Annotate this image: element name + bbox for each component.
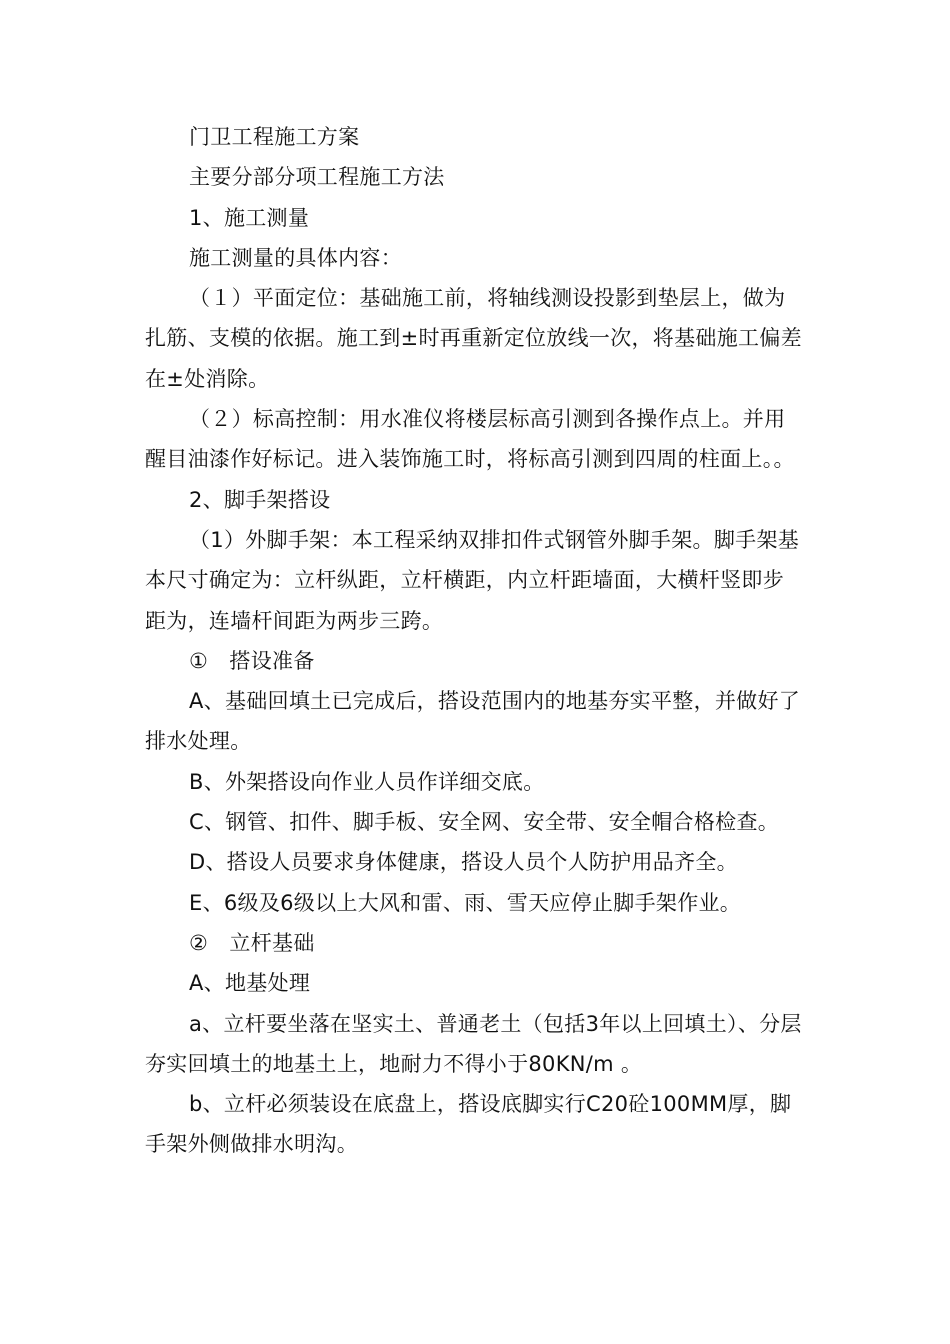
paragraph: 施工测量的具体内容： [189, 245, 402, 270]
subsection-heading: ② 立杆基础 [189, 930, 315, 955]
section-heading: 主要分部分项工程施工方法 [189, 165, 445, 190]
list-item: B、外架搭设向作业人员作详细交底。 [189, 769, 545, 794]
list-item: A、地基处理 [189, 971, 311, 996]
section-heading: 2、脚手架搭设 [189, 487, 331, 512]
list-item: b、立杆必须装设在底盘上，搭设底脚实行C20砼100MM厚，脚手架外侧做排水明沟。 [145, 1092, 792, 1157]
document-body [145, 117, 805, 1165]
list-item: C、钢管、扣件、脚手板、安全网、安全带、安全帽合格检查。 [189, 810, 780, 835]
subsection-heading: ① 搭设准备 [189, 648, 315, 673]
list-item: A、基础回填土已完成后，搭设范围内的地基夯实平整，并做好了排水处理。 [145, 689, 801, 754]
paragraph: （２）标高控制：用水准仪将楼层标高引测到各操作点上。并用醒目油漆作好标记。进入装饰施工时，将标高引测到四周的柱面上。。 [145, 407, 795, 472]
document-title: 门卫工程施工方案 [189, 125, 360, 149]
list-item: a、立杆要坐落在坚实土、普通老土（包括3年以上回填土）、分层夯实回填土的地基土上，地耐力不得小于80KN/m 。 [145, 1011, 802, 1076]
paragraph: （1）外脚手架：本工程采纳双排扣件式钢管外脚手架。脚手架基本尺寸确定为：立杆纵距，立杆横距，内立杆距墙面，大横杆竖即步距为，连墙杆间距为两步三跨。 [145, 527, 800, 633]
list-item: D、搭设人员要求身体健康，搭设人员个人防护用品齐全。 [189, 850, 738, 875]
list-item: E、6级及6级以上大风和雷、雨、雪天应停止脚手架作业。 [189, 890, 742, 915]
section-heading: 1、施工测量 [189, 205, 310, 230]
paragraph: （１）平面定位：基础施工前，将轴线测设投影到垫层上，做为扎筋、支模的依据。施工到±时再重新定位放线一次，将基础施工偏差在±处消除。 [145, 286, 802, 391]
